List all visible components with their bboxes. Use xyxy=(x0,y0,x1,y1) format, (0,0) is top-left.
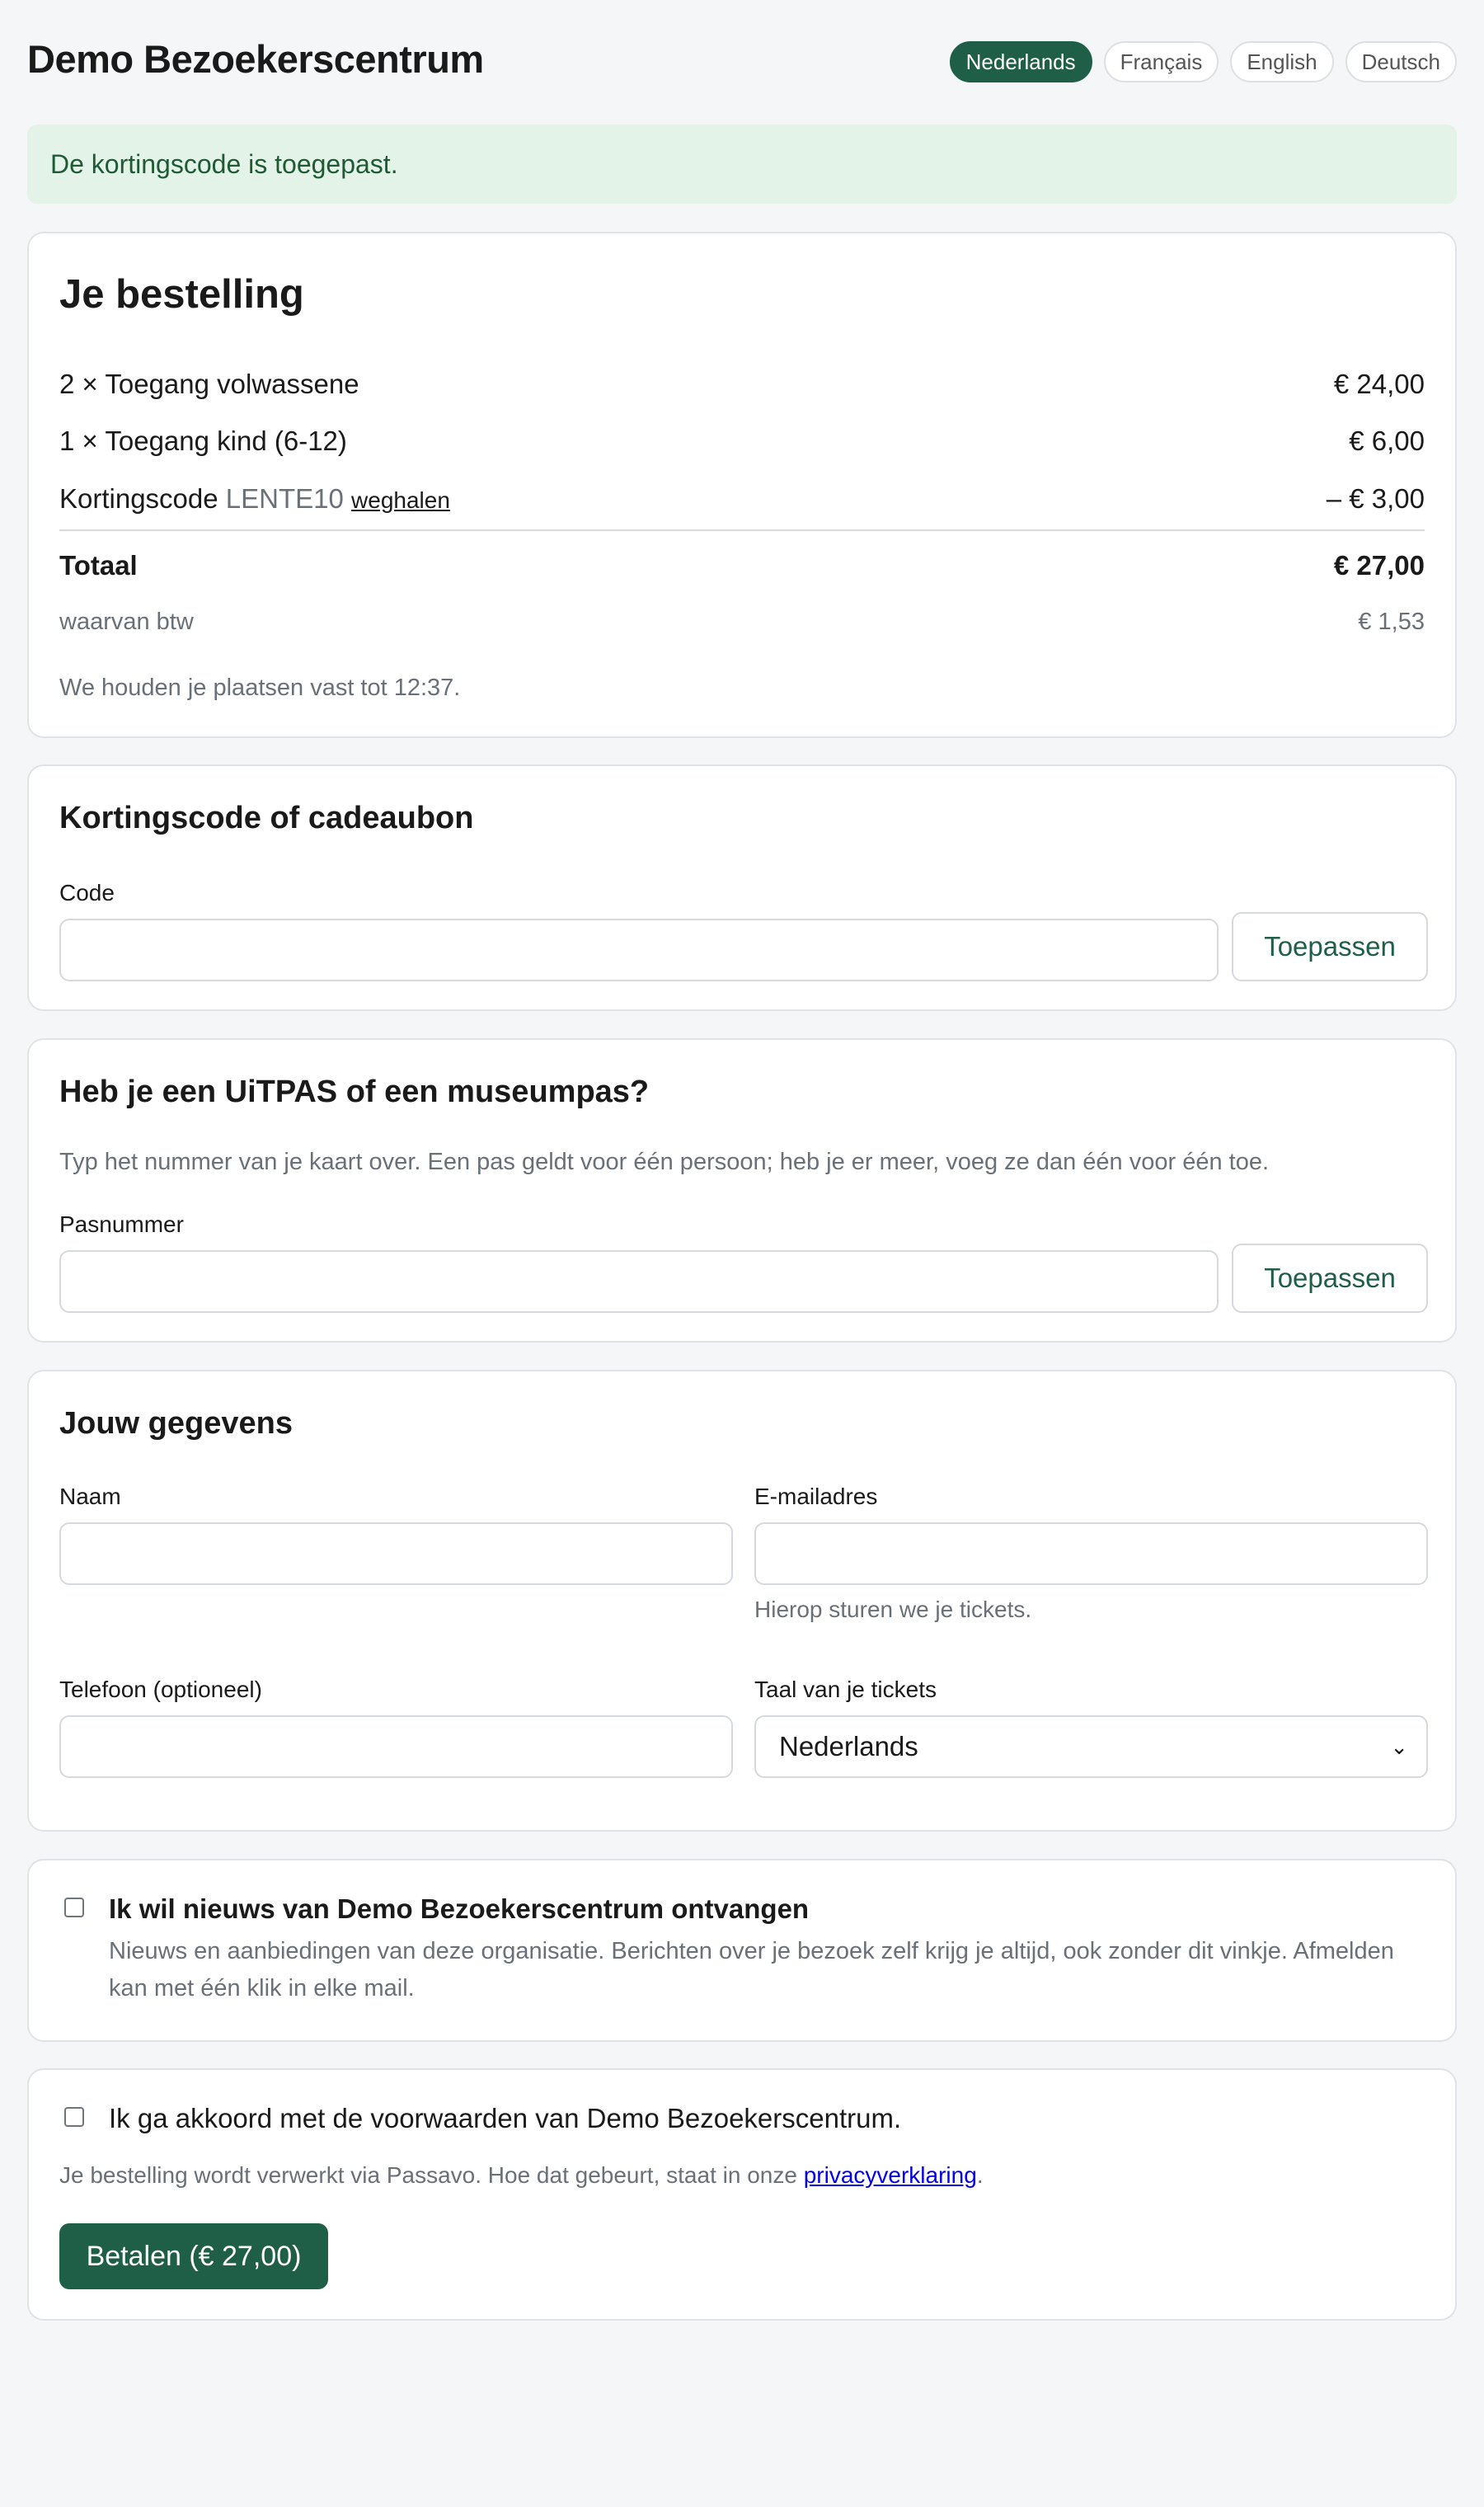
success-alert: De kortingscode is toegepast. xyxy=(27,125,1457,204)
ticket-language-label: Taal van je tickets xyxy=(754,1677,937,1702)
total-amount: € 27,00 xyxy=(1333,550,1425,581)
newsletter-checkbox[interactable] xyxy=(64,1898,84,1917)
phone-input[interactable] xyxy=(59,1715,733,1778)
code-label: Code xyxy=(59,880,115,905)
discount-code-card xyxy=(27,764,1457,1011)
apply-pass-button[interactable]: Toepassen xyxy=(1232,1244,1428,1313)
pass-card xyxy=(27,1038,1457,1343)
lang-option-deutsch[interactable]: Deutsch xyxy=(1345,41,1457,82)
vat-line xyxy=(59,609,1425,636)
ticket-language-value: Nederlands xyxy=(779,1731,918,1761)
details-title: Jouw gegevens xyxy=(59,1406,293,1441)
newsletter-title: Ik wil nieuws van Demo Bezoekerscentrum ontvangen xyxy=(109,1893,810,1924)
email-input[interactable] xyxy=(754,1522,1428,1585)
order-line-label: 2 × Toegang volwassene xyxy=(59,369,359,399)
newsletter-card xyxy=(27,1859,1457,2042)
order-summary-card xyxy=(27,232,1457,738)
apply-discount-button[interactable]: Toepassen xyxy=(1232,912,1428,981)
ticket-language-select[interactable] xyxy=(754,1715,1428,1778)
phone-label: Telefoon (optioneel) xyxy=(59,1677,262,1702)
pass-form-description: Typ het nummer van je kaart over. Een pas geldt voor één persoon; heb je er meer, voeg ze dan één voor één toe. xyxy=(59,1149,1270,1175)
language-switcher xyxy=(950,41,1457,82)
pass-number-input[interactable] xyxy=(59,1250,1219,1313)
pay-button[interactable]: Betalen (€ 27,00) xyxy=(59,2223,328,2289)
site-header xyxy=(27,33,1457,91)
order-title: Je bestelling xyxy=(59,272,304,317)
vat-amount: € 1,53 xyxy=(1358,609,1425,635)
remove-discount-link[interactable]: weghalen xyxy=(351,487,450,513)
discount-code-input[interactable] xyxy=(59,919,1219,981)
terms-checkbox[interactable] xyxy=(64,2107,84,2127)
discount-amount: – € 3,00 xyxy=(1326,483,1425,514)
email-label: E-mailadres xyxy=(754,1484,878,1509)
pass-form-title: Heb je een UiTPAS of een museumpas? xyxy=(59,1075,650,1109)
privacy-note-text: Je bestelling wordt verwerkt via Passavo. Hoe dat gebeurt, staat in onze xyxy=(59,2162,804,2188)
terms-label: Ik ga akkoord met de voorwaarden van Demo Bezoekerscentrum. xyxy=(109,2103,902,2133)
site-title: Demo Bezoekerscentrum xyxy=(27,37,484,81)
total-line xyxy=(59,550,1425,581)
privacy-note xyxy=(59,2162,984,2189)
terms-card xyxy=(27,2068,1457,2321)
discount-line xyxy=(59,483,1425,515)
pass-number-label: Pasnummer xyxy=(59,1211,184,1237)
hold-note: We houden je plaatsen vast tot 12:37. xyxy=(59,675,461,701)
summary-divider xyxy=(59,529,1425,531)
vat-label: waarvan btw xyxy=(59,609,194,635)
chevron-down-icon: ⌄ xyxy=(1390,1734,1408,1759)
privacy-note-end: . xyxy=(976,2162,984,2188)
personal-details-card xyxy=(27,1370,1457,1832)
name-input[interactable] xyxy=(59,1522,733,1585)
order-line xyxy=(59,426,1425,457)
discount-label: Kortingscode xyxy=(59,483,218,514)
email-help: Hierop sturen we je tickets. xyxy=(754,1597,1032,1622)
discount-code: LENTE10 xyxy=(225,483,344,514)
total-label: Totaal xyxy=(59,550,138,581)
privacy-link[interactable]: privacyverklaring xyxy=(803,2162,977,2188)
order-line-label: 1 × Toegang kind (6-12) xyxy=(59,426,347,456)
order-line xyxy=(59,369,1425,400)
discount-form-title: Kortingscode of cadeaubon xyxy=(59,801,474,835)
lang-option-english[interactable]: English xyxy=(1230,41,1333,82)
lang-option-nederlands[interactable]: Nederlands xyxy=(950,41,1092,82)
order-line-amount: € 24,00 xyxy=(1333,369,1425,399)
newsletter-description: Nieuws en aanbiedingen van deze organisatie. Berichten over je bezoek zelf krijg je altijd, ook zonder dit vinkje. Afmelden kan met één klik in elke mail. xyxy=(109,1938,1394,2001)
lang-option-francais[interactable]: Français xyxy=(1104,41,1219,82)
order-line-amount: € 6,00 xyxy=(1349,426,1425,456)
name-label: Naam xyxy=(59,1484,121,1509)
